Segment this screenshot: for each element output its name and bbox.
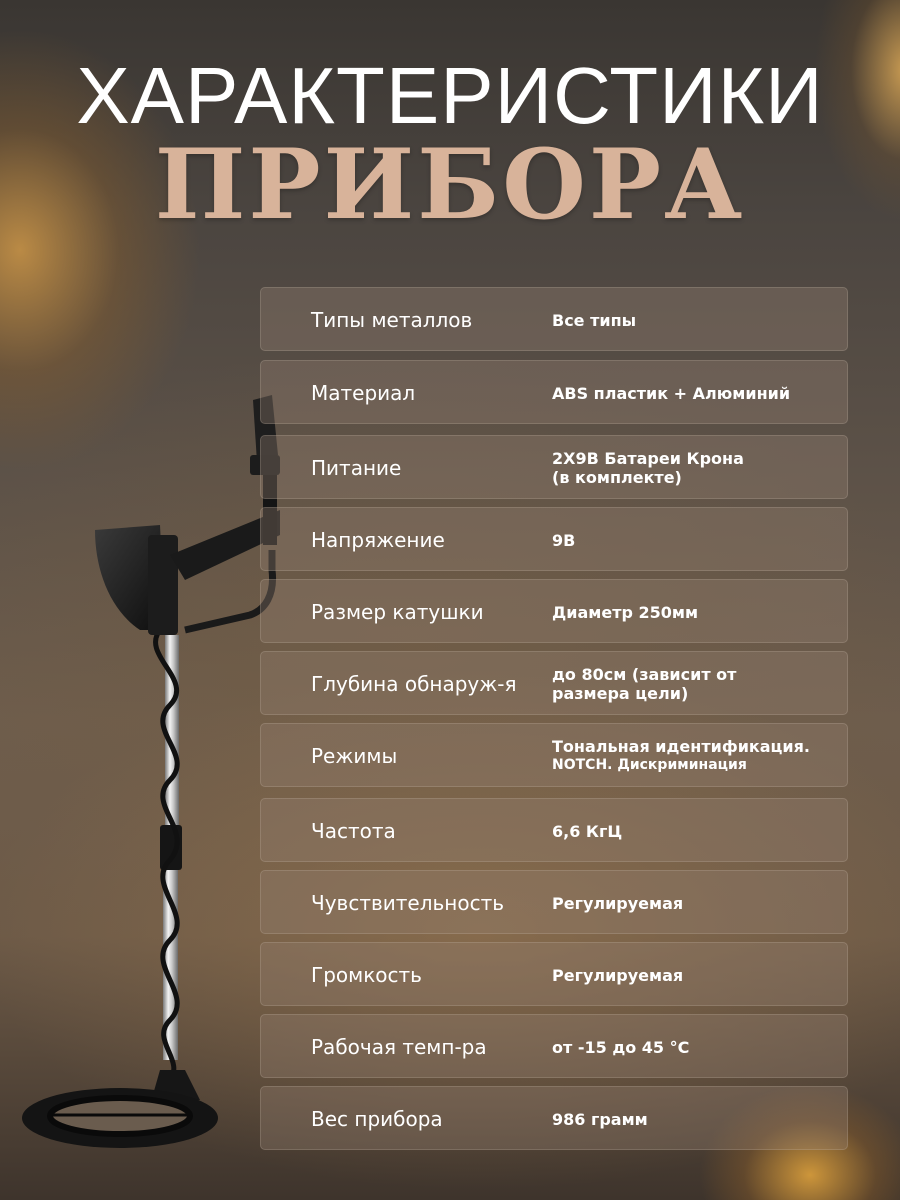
spec-label: Глубина обнаруж-я — [311, 672, 517, 696]
spec-value-line1: ABS пластик + Алюминий — [552, 383, 791, 403]
spec-value-line1: Регулируемая — [552, 893, 684, 913]
spec-row — [260, 287, 848, 351]
spec-label: Размер катушки — [311, 600, 484, 624]
spec-value — [552, 1087, 842, 1151]
spec-value — [552, 1015, 842, 1079]
spec-value-line1: 2X9B Батареи Крона — [552, 449, 744, 468]
spec-row — [260, 870, 848, 934]
spec-row — [260, 360, 848, 424]
spec-value-line2: размера цели) — [552, 684, 689, 703]
spec-value-line1: Все типы — [552, 310, 637, 330]
spec-value — [552, 724, 842, 788]
spec-value — [552, 508, 842, 572]
page-title: ХАРАКТЕРИСТИКИ — [76, 51, 824, 140]
spec-value — [552, 361, 842, 425]
spec-row — [260, 435, 848, 499]
spec-row — [260, 507, 848, 571]
spec-row — [260, 798, 848, 862]
spec-row — [260, 942, 848, 1006]
spec-value — [552, 799, 842, 863]
spec-value-line1: 6,6 КгЦ — [552, 821, 623, 841]
spec-row — [260, 723, 848, 787]
spec-value-line1: Тональная идентификация. — [552, 737, 810, 756]
spec-label: Частота — [311, 819, 396, 843]
spec-row — [260, 1014, 848, 1078]
spec-label: Материал — [311, 381, 416, 405]
spec-value — [552, 943, 842, 1007]
page-subtitle: ПРИБОРА — [154, 128, 746, 241]
spec-label: Громкость — [311, 963, 422, 987]
spec-label: Напряжение — [311, 528, 445, 552]
spec-label: Режимы — [311, 744, 398, 768]
spec-label: Чувствительность — [311, 891, 505, 915]
spec-value — [552, 871, 842, 935]
spec-value-line1: 9B — [552, 530, 576, 550]
spec-value-line1: от -15 до 45 °С — [552, 1037, 690, 1057]
spec-value — [552, 580, 842, 644]
spec-label: Типы металлов — [311, 308, 473, 332]
spec-value-line1: 986 грамм — [552, 1109, 648, 1129]
spec-row — [260, 1086, 848, 1150]
spec-row — [260, 579, 848, 643]
spec-label: Питание — [311, 456, 402, 480]
spec-value — [552, 436, 842, 500]
spec-value — [552, 288, 842, 352]
spec-row — [260, 651, 848, 715]
spec-value-line2: (в комплекте) — [552, 468, 682, 487]
spec-label: Рабочая темп-ра — [311, 1035, 487, 1059]
spec-value-line1: Регулируемая — [552, 965, 684, 985]
spec-value-line1: Диаметр 250мм — [552, 602, 699, 622]
spec-label: Вес прибора — [311, 1107, 443, 1131]
spec-value — [552, 652, 842, 716]
spec-value-line2: NOTCH. Дискриминация — [552, 757, 747, 773]
spec-value-line1: до 80см (зависит от — [552, 665, 737, 684]
